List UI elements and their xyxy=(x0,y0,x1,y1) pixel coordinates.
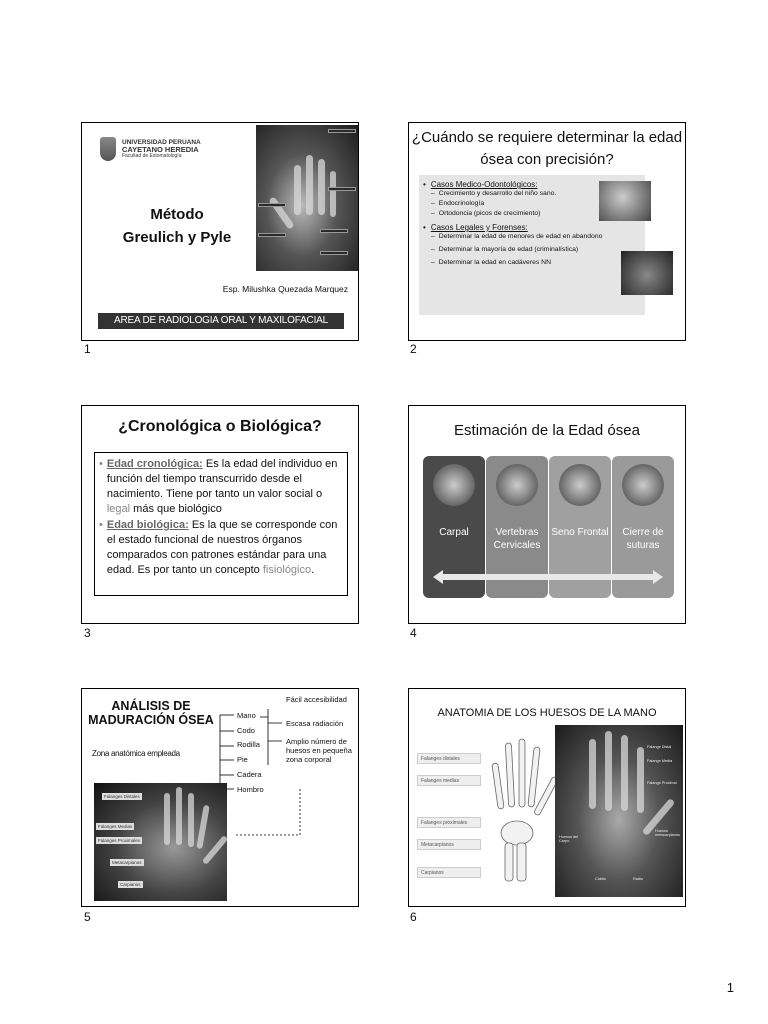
term-biological: Edad biológica: xyxy=(106,519,189,531)
definition-end: . xyxy=(311,564,315,576)
logo-line2: CAYETANO HEREDIA xyxy=(122,144,199,154)
advantage-item: Fácil accesibilidad xyxy=(286,695,347,704)
logo-line3: Facultad de Estomatología xyxy=(122,152,182,159)
xray-label: Falange Distal xyxy=(647,745,672,749)
bone-tag: Falanges Medias xyxy=(98,824,133,829)
slide-2 xyxy=(408,122,686,341)
university-logo xyxy=(100,137,201,161)
hand-xray-image xyxy=(555,725,683,897)
slide-title: ¿Cronológica o Biológica? xyxy=(118,418,322,435)
slide-1 xyxy=(81,122,359,341)
list-item: Cadera xyxy=(237,769,262,779)
slide-number: 1 xyxy=(84,342,91,356)
bracket-lines xyxy=(214,709,344,859)
group-heading: Casos Legales y Forenses: xyxy=(430,223,528,232)
list-item: Crecimiento y desarrollo del niño sano. xyxy=(438,190,557,197)
forensic-photo xyxy=(621,251,673,295)
slide-title: ANATOMIA DE LOS HUESOS DE LA MANO xyxy=(437,707,657,719)
bone-tag: Metacarpianos xyxy=(417,839,481,850)
carpal-image xyxy=(433,464,475,506)
definition-box: • Edad cronológica: Es la edad del individuo en función del tiempo transcurrido desde el nacimiento. Tiene por tanto un valor social o legal más que biológico • Edad biológica: Es la que se corresponde con el estado funcional de nuestros órganos comparados con patrones estándar para una edad. Es por tanto un concepto fisiológico. xyxy=(94,452,348,596)
slide-number: 5 xyxy=(84,910,91,924)
list-item: Determinar la edad en cadáveres NN xyxy=(438,259,551,266)
list-item: Codo xyxy=(237,725,255,735)
bullet-list: • Casos Medico-Odontológicos: – Crecimiento y desarrollo del niño sano. – Endocrinología – Ortodoncia (picos de crecimiento) • Casos Legales y Forenses: – Determinar la edad de menores de edad en abandono – Determinar la mayoría de edad (criminalística) – Determinar la edad en cadáveres NN xyxy=(423,180,603,266)
bone-tag: Falanges distales xyxy=(417,753,481,764)
skull-image xyxy=(559,464,601,506)
xray-label: Cúbito xyxy=(595,877,606,881)
shield-icon xyxy=(100,137,116,161)
slide-title: ¿Cuándo se requiere determinar la edad ósea con precisión? xyxy=(411,129,683,168)
xray-label: Falange Proximal xyxy=(647,781,677,785)
bone-tag: Falanges Proximales xyxy=(98,838,141,843)
suture-image xyxy=(622,464,664,506)
zone-label: Zona anatómica empleada xyxy=(92,749,180,758)
list-item: Rodilla xyxy=(237,740,260,750)
definition-text: Es la edad del individuo en función del tiempo transcurrido desde el nacimiento. Tiene por tanto un valor social o xyxy=(106,458,338,500)
page-number: 1 xyxy=(726,980,734,995)
xray-label: Huesos del Carpo xyxy=(559,835,578,843)
list-item: Hombro xyxy=(237,784,264,794)
list-item: Pie xyxy=(237,755,248,765)
list-item: Ortodoncia (picos de crecimiento) xyxy=(438,210,541,217)
slide-title: Estimación de la Edad ósea xyxy=(454,422,640,439)
bone-tag: Falanges Distales xyxy=(104,794,140,799)
slide-6 xyxy=(408,688,686,907)
slide-title: Método Greulich y Pyle xyxy=(122,206,232,246)
highlight-word: legal xyxy=(106,503,131,515)
slide-number: 3 xyxy=(84,626,91,640)
xray-label: Falange Media xyxy=(647,759,673,763)
column-label: Vertebras Cervicales xyxy=(493,527,541,551)
slide-number: 2 xyxy=(410,342,417,356)
term-chronological: Edad cronológica: xyxy=(106,458,203,470)
vertebra-image xyxy=(496,464,538,506)
xray-label: Radio xyxy=(633,877,643,881)
list-item: Determinar la edad de menores de edad en abandono xyxy=(438,233,603,240)
column-label: Carpal xyxy=(439,527,469,538)
double-arrow-icon xyxy=(433,570,663,584)
logo-line1: UNIVERSIDAD PERUANA xyxy=(122,138,201,146)
bone-tag: Carpianos xyxy=(417,867,481,878)
hand-xray-image xyxy=(256,125,358,271)
slide-number: 6 xyxy=(410,910,417,924)
definition-text: Es la que se corresponde con el estado funcional de nuestros órganos comparados con patrones estándar para una edad. Es por tanto un concepto xyxy=(106,519,338,576)
zone-list xyxy=(237,709,264,797)
slide-number: 4 xyxy=(410,626,417,640)
hand-skeleton-drawing xyxy=(483,733,555,883)
bone-tag: Falanges proximales xyxy=(417,817,481,828)
bone-tag: Carpianos xyxy=(120,882,141,887)
group-heading: Casos Medico-Odontológicos: xyxy=(430,180,538,189)
list-item: Mano xyxy=(237,711,256,720)
definition-end: más que biológico xyxy=(130,503,222,515)
slide-3 xyxy=(81,405,359,624)
slide-4 xyxy=(408,405,686,624)
department-bar: AREA DE RADIOLOGIA ORAL Y MAXILOFACIAL xyxy=(98,313,344,329)
highlight-word: fisiológico xyxy=(262,564,312,576)
list-item: Determinar la mayoría de edad (criminalística) xyxy=(438,246,579,253)
slide-title: ANÁLISIS DE MADURACIÓN ÓSEA xyxy=(88,699,214,727)
list-item: Endocrinología xyxy=(438,200,485,207)
advantage-item: Escasa radiación xyxy=(286,719,344,728)
column-label: Seno Frontal xyxy=(551,527,609,538)
author: Esp. Milushka Quezada Marquez xyxy=(222,284,348,294)
xray-label: Huesos metacarpianos xyxy=(655,829,680,837)
child-photo xyxy=(599,181,651,221)
bone-tag: Metacarpianos xyxy=(112,860,142,865)
advantage-item: Amplio número de huesos en pequeña zona corporal xyxy=(286,737,352,764)
bone-tag: Falanges medias xyxy=(417,775,481,786)
column-label: Cierre de suturas xyxy=(622,527,664,551)
slide-5 xyxy=(81,688,359,907)
methods-diagram xyxy=(423,456,675,598)
